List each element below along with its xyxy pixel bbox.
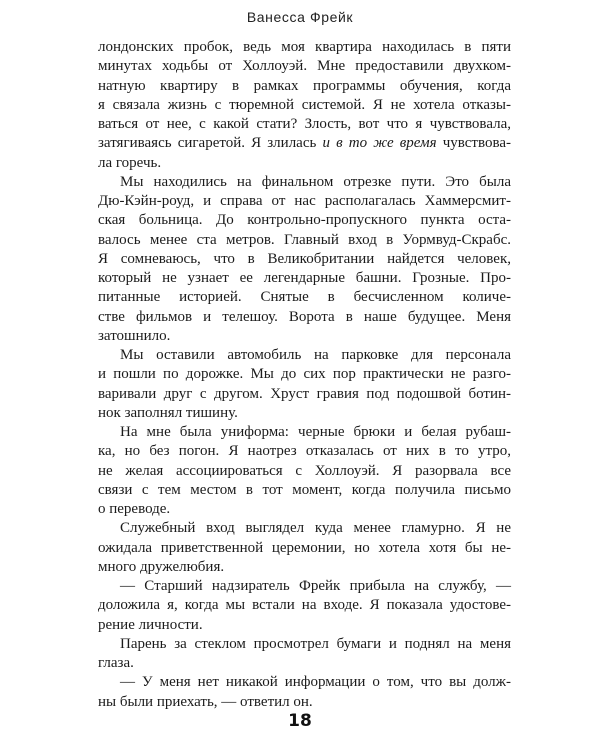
- text-line: ожидала приветственной церемонии, но хотела хотя бы не-: [98, 539, 511, 556]
- text-line: много дружелюбия.: [98, 558, 225, 575]
- text-line: На мне была униформа: черные брюки и белая рубаш-: [120, 424, 511, 440]
- text-line: связи с тем местом в тот момент, когда получила письмо: [98, 481, 511, 498]
- text-line: глаза.: [98, 655, 134, 671]
- text-line: Дю-Кэйн-роуд, и справа от нас располагалась Хаммерсмит-: [98, 193, 511, 209]
- text-line: натную квартиру в рамках программы обучения, когда: [98, 77, 511, 94]
- text-line: ка, но без погон. Я наотрез отказалась от них в то утро,: [98, 443, 511, 460]
- paragraph: [98, 38, 511, 173]
- text-line: ваться от нее, с какой стати? Злость, вот что я чувствовала,: [98, 116, 511, 132]
- text-line: лондонских пробок, ведь моя квартира находилась в пяти: [98, 39, 511, 55]
- text-line: Парень за стеклом просмотрел бумаги и поднял на меня: [120, 635, 511, 652]
- paragraph: [98, 423, 511, 519]
- paragraph: [98, 673, 511, 712]
- text-line: — Старший надзиратель Фрейк прибыла на службу, —: [120, 578, 511, 594]
- text-line: [98, 134, 511, 153]
- paragraph: [98, 519, 511, 577]
- text-line: минутах ходьбы от Холлоуэй. Мне предоставили двухком-: [98, 58, 511, 75]
- text-line: затошнило.: [98, 327, 171, 344]
- text-line: который не узнает ее легендарные башни. Грозные. Про-: [98, 270, 511, 286]
- text-line: валось менее ста метров. Главный вход в Уормвуд-Скрабс.: [98, 231, 511, 248]
- paragraph: [98, 173, 511, 346]
- text-line: я связала жизнь с тюремной системой. Я не хотела отказы-: [98, 96, 511, 113]
- italic-text-segment: и в то же время: [322, 135, 437, 152]
- text-segment: затягиваясь сигаретой. Я злилась: [98, 135, 323, 152]
- text-line: о переводе.: [98, 501, 171, 517]
- page-number: 18: [288, 711, 312, 731]
- text-line: Мы находились на финальном отрезке пути. Это была: [120, 173, 511, 190]
- text-line: ны были приехать, — ответил он.: [98, 693, 313, 710]
- text-line: нок заполнял тишину.: [98, 404, 238, 421]
- text-line: и пошли по дорожке. Мы до сих пор практически не разго-: [98, 366, 511, 383]
- text-line: ская больница. До контрольно-пропускного пункта оста-: [98, 212, 511, 229]
- text-segment: чувствова-: [436, 135, 511, 152]
- text-line: Я сомневаюсь, что в Великобритании найдется человек,: [98, 250, 511, 267]
- text-line: доложила я, когда мы встали на входе. Я показала удостове-: [98, 597, 511, 614]
- text-line: питанные историей. Снятые в бесчисленном количе-: [98, 289, 511, 306]
- paragraph: [98, 346, 511, 423]
- text-line: — У меня нет никакой информации о том, что вы долж-: [120, 674, 511, 691]
- paragraph: [98, 577, 511, 635]
- text-line: рение личности.: [98, 616, 203, 633]
- text-line: ла горечь.: [98, 154, 162, 171]
- text-line: варивали друг с другом. Хруст гравия под подошвой ботин-: [98, 385, 511, 402]
- text-line: не желая ассоциироваться с Холлоуэй. Я разорвала все: [98, 462, 511, 479]
- paragraph: [98, 635, 511, 674]
- running-head: Ванесса Фрейк: [246, 9, 354, 25]
- text-body: [98, 38, 511, 712]
- text-line: Мы оставили автомобиль на парковке для персонала: [120, 347, 511, 363]
- text-line: стве фильмов и телешоу. Ворота в наше будущее. Меня: [98, 308, 511, 325]
- text-line: Служебный вход выглядел куда менее гламурно. Я не: [120, 520, 511, 537]
